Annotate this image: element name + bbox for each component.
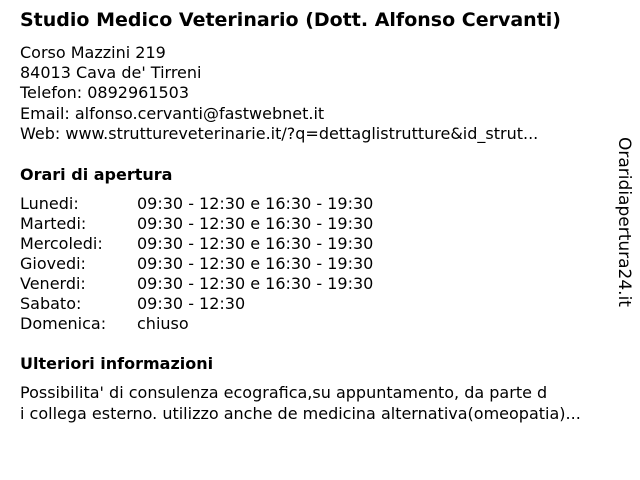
- address-street: Corso Mazzini 219: [20, 43, 166, 62]
- day-label: Venerdi:: [20, 274, 86, 293]
- site-watermark: Oraridiapertura24.it: [614, 137, 634, 307]
- info-line: i collega esterno. utilizzo anche de medicina alternativa(omeopatia)...: [20, 403, 581, 423]
- day-label: Lunedi:: [20, 194, 79, 213]
- info-text: [20, 383, 581, 424]
- time-range: 09:30 - 12:30 e 16:30 - 19:30: [137, 194, 374, 213]
- contact-block: [20, 43, 538, 144]
- day-label: Martedi:: [20, 214, 87, 233]
- time-range: 09:30 - 12:30 e 16:30 - 19:30: [137, 274, 374, 293]
- address-city: 84013 Cava de' Tirreni: [20, 63, 202, 83]
- info-heading: Ulteriori informazioni: [20, 354, 214, 373]
- day-label: Giovedi:: [20, 254, 86, 273]
- time-range: 09:30 - 12:30: [137, 294, 246, 313]
- day-label: Sabato:: [20, 294, 82, 313]
- hours-heading: Orari di apertura: [20, 165, 173, 184]
- page-title: Studio Medico Veterinario (Dott. Alfonso Cervanti): [20, 9, 561, 31]
- day-label: Mercoledi:: [20, 234, 103, 253]
- time-range: 09:30 - 12:30 e 16:30 - 19:30: [137, 234, 374, 253]
- info-line: Possibilita' di consulenza ecografica,su appuntamento, da parte d: [20, 383, 548, 402]
- day-label: Domenica:: [20, 314, 107, 333]
- time-range: chiuso: [137, 314, 189, 333]
- time-range: 09:30 - 12:30 e 16:30 - 19:30: [137, 214, 374, 233]
- website-url: Web: www.struttureveterinarie.it/?q=dettaglistrutture&id_strut...: [20, 123, 539, 143]
- email-address: Email: alfonso.cervanti@fastwebnet.it: [20, 103, 325, 123]
- time-range: 09:30 - 12:30 e 16:30 - 19:30: [137, 254, 374, 273]
- phone-number: Telefon: 0892961503: [20, 83, 190, 103]
